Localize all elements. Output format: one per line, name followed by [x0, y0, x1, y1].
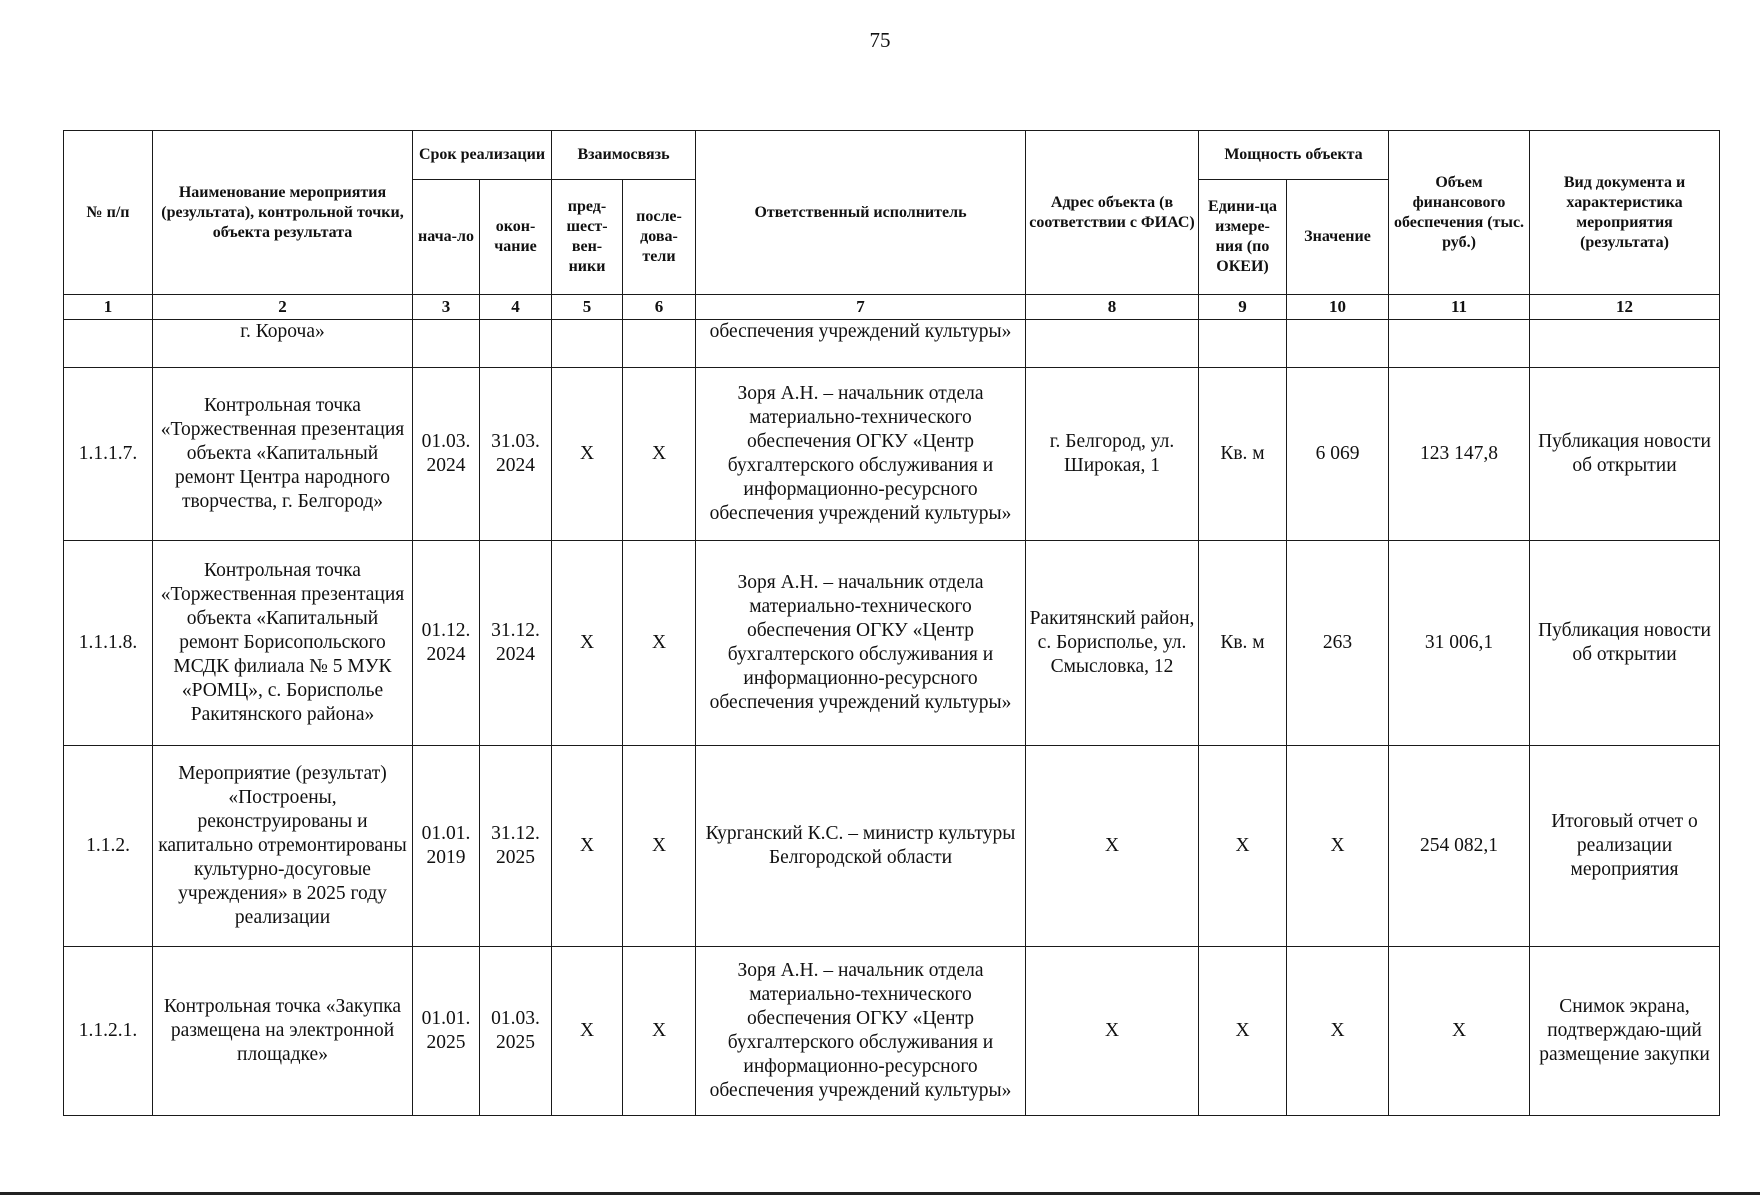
row-next: X — [623, 368, 696, 541]
row-num: 1.1.2.1. — [64, 947, 153, 1116]
row-value — [1287, 320, 1389, 368]
row-doc: Итоговый отчет о реализации мероприятия — [1530, 746, 1720, 947]
events-table — [63, 130, 1720, 1116]
row-next: X — [623, 746, 696, 947]
col-number: 1 — [64, 295, 153, 320]
header-end: окон-чание — [480, 180, 552, 295]
header-start: нача-ло — [413, 180, 480, 295]
bottom-rule — [0, 1192, 1760, 1195]
row-end: 31.12. 2025 — [480, 746, 552, 947]
page-number: 75 — [869, 28, 891, 52]
row-name: Контрольная точка «Закупка размещена на электронной площадке» — [153, 947, 413, 1116]
row-doc: Снимок экрана, подтверждаю-щий размещение закупки — [1530, 947, 1720, 1116]
col-number: 12 — [1530, 295, 1720, 320]
table-row — [64, 368, 1720, 541]
row-value: 6 069 — [1287, 368, 1389, 541]
header-doc: Вид документа и характеристика мероприятия (результата) — [1530, 131, 1720, 295]
row-funding — [1389, 320, 1530, 368]
row-start — [413, 320, 480, 368]
table-row — [64, 947, 1720, 1116]
row-num — [64, 320, 153, 368]
row-unit: Кв. м — [1199, 368, 1287, 541]
col-number: 10 — [1287, 295, 1389, 320]
row-name: Мероприятие (результат) «Построены, реконструированы и капитально отремонтированы культурно-досуговые учреждения» в 2025 году реализации — [153, 746, 413, 947]
header-capacity: Мощность объекта — [1199, 131, 1389, 180]
row-start: 01.01. 2019 — [413, 746, 480, 947]
row-funding: 123 147,8 — [1389, 368, 1530, 541]
row-name: Контрольная точка «Торжественная презентация объекта «Капитальный ремонт Центра народного творчества, г. Белгород» — [153, 368, 413, 541]
row-doc: Публикация новости об открытии — [1530, 368, 1720, 541]
row-num: 1.1.1.7. — [64, 368, 153, 541]
row-start: 01.01. 2025 — [413, 947, 480, 1116]
header-link: Взаимосвязь — [552, 131, 696, 180]
table-row — [64, 320, 1720, 368]
row-prev: X — [552, 368, 623, 541]
col-number: 11 — [1389, 295, 1530, 320]
header-prev: пред-шест-вен-ники — [552, 180, 623, 295]
row-num: 1.1.2. — [64, 746, 153, 947]
row-address: Ракитянский район, с. Борисполье, ул. Смысловка, 12 — [1026, 541, 1199, 746]
table-row — [64, 541, 1720, 746]
header-funding: Объем финансового обеспечения (тыс. руб.) — [1389, 131, 1530, 295]
header-num: № п/п — [64, 131, 153, 295]
header-value: Значение — [1287, 180, 1389, 295]
row-prev — [552, 320, 623, 368]
row-name: г. Короча» — [153, 320, 413, 368]
row-name: Контрольная точка «Торжественная презентация объекта «Капитальный ремонт Борисопольского МСДК филиала № 5 МУК «РОМЦ», с. Борисполье Ракитянского района» — [153, 541, 413, 746]
row-end: 31.12. 2024 — [480, 541, 552, 746]
col-number: 5 — [552, 295, 623, 320]
row-unit: X — [1199, 746, 1287, 947]
row-funding: 31 006,1 — [1389, 541, 1530, 746]
header-address: Адрес объекта (в соответствии с ФИАС) — [1026, 131, 1199, 295]
row-unit — [1199, 320, 1287, 368]
row-value: X — [1287, 746, 1389, 947]
row-unit: X — [1199, 947, 1287, 1116]
row-doc — [1530, 320, 1720, 368]
row-address — [1026, 320, 1199, 368]
header-responsible: Ответственный исполнитель — [696, 131, 1026, 295]
row-end: 01.03. 2025 — [480, 947, 552, 1116]
row-value: X — [1287, 947, 1389, 1116]
col-number: 4 — [480, 295, 552, 320]
row-funding: 254 082,1 — [1389, 746, 1530, 947]
col-number: 7 — [696, 295, 1026, 320]
row-responsible: Зоря А.Н. – начальник отдела материально-технического обеспечения ОГКУ «Центр бухгалтерского обслуживания и информационно-ресурсного обеспечения учреждений культуры» — [696, 368, 1026, 541]
col-number: 8 — [1026, 295, 1199, 320]
header-period: Срок реализации — [413, 131, 552, 180]
table-row — [64, 746, 1720, 947]
header-next: после-дова-тели — [623, 180, 696, 295]
row-end — [480, 320, 552, 368]
row-next: X — [623, 947, 696, 1116]
row-address: X — [1026, 746, 1199, 947]
row-prev: X — [552, 746, 623, 947]
header-name: Наименование мероприятия (результата), контрольной точки, объекта результата — [153, 131, 413, 295]
row-start: 01.03. 2024 — [413, 368, 480, 541]
row-next: X — [623, 541, 696, 746]
row-responsible: Зоря А.Н. – начальник отдела материально-технического обеспечения ОГКУ «Центр бухгалтерского обслуживания и информационно-ресурсного обеспечения учреждений культуры» — [696, 947, 1026, 1116]
row-prev: X — [552, 541, 623, 746]
column-numbers-row — [64, 295, 1720, 320]
row-responsible: Курганский К.С. – министр культуры Белгородской области — [696, 746, 1026, 947]
row-funding: X — [1389, 947, 1530, 1116]
row-start: 01.12. 2024 — [413, 541, 480, 746]
row-doc: Публикация новости об открытии — [1530, 541, 1720, 746]
row-prev: X — [552, 947, 623, 1116]
col-number: 9 — [1199, 295, 1287, 320]
row-responsible: Зоря А.Н. – начальник отдела материально-технического обеспечения ОГКУ «Центр бухгалтерского обслуживания и информационно-ресурсного обеспечения учреждений культуры» — [696, 541, 1026, 746]
col-number: 3 — [413, 295, 480, 320]
row-unit: Кв. м — [1199, 541, 1287, 746]
row-value: 263 — [1287, 541, 1389, 746]
row-end: 31.03. 2024 — [480, 368, 552, 541]
row-address: X — [1026, 947, 1199, 1116]
row-num: 1.1.1.8. — [64, 541, 153, 746]
row-address: г. Белгород, ул. Широкая, 1 — [1026, 368, 1199, 541]
row-next — [623, 320, 696, 368]
row-responsible: обеспечения учреждений культуры» — [696, 320, 1026, 368]
col-number: 6 — [623, 295, 696, 320]
col-number: 2 — [153, 295, 413, 320]
header-unit: Едини-ца измере-ния (по ОКЕИ) — [1199, 180, 1287, 295]
